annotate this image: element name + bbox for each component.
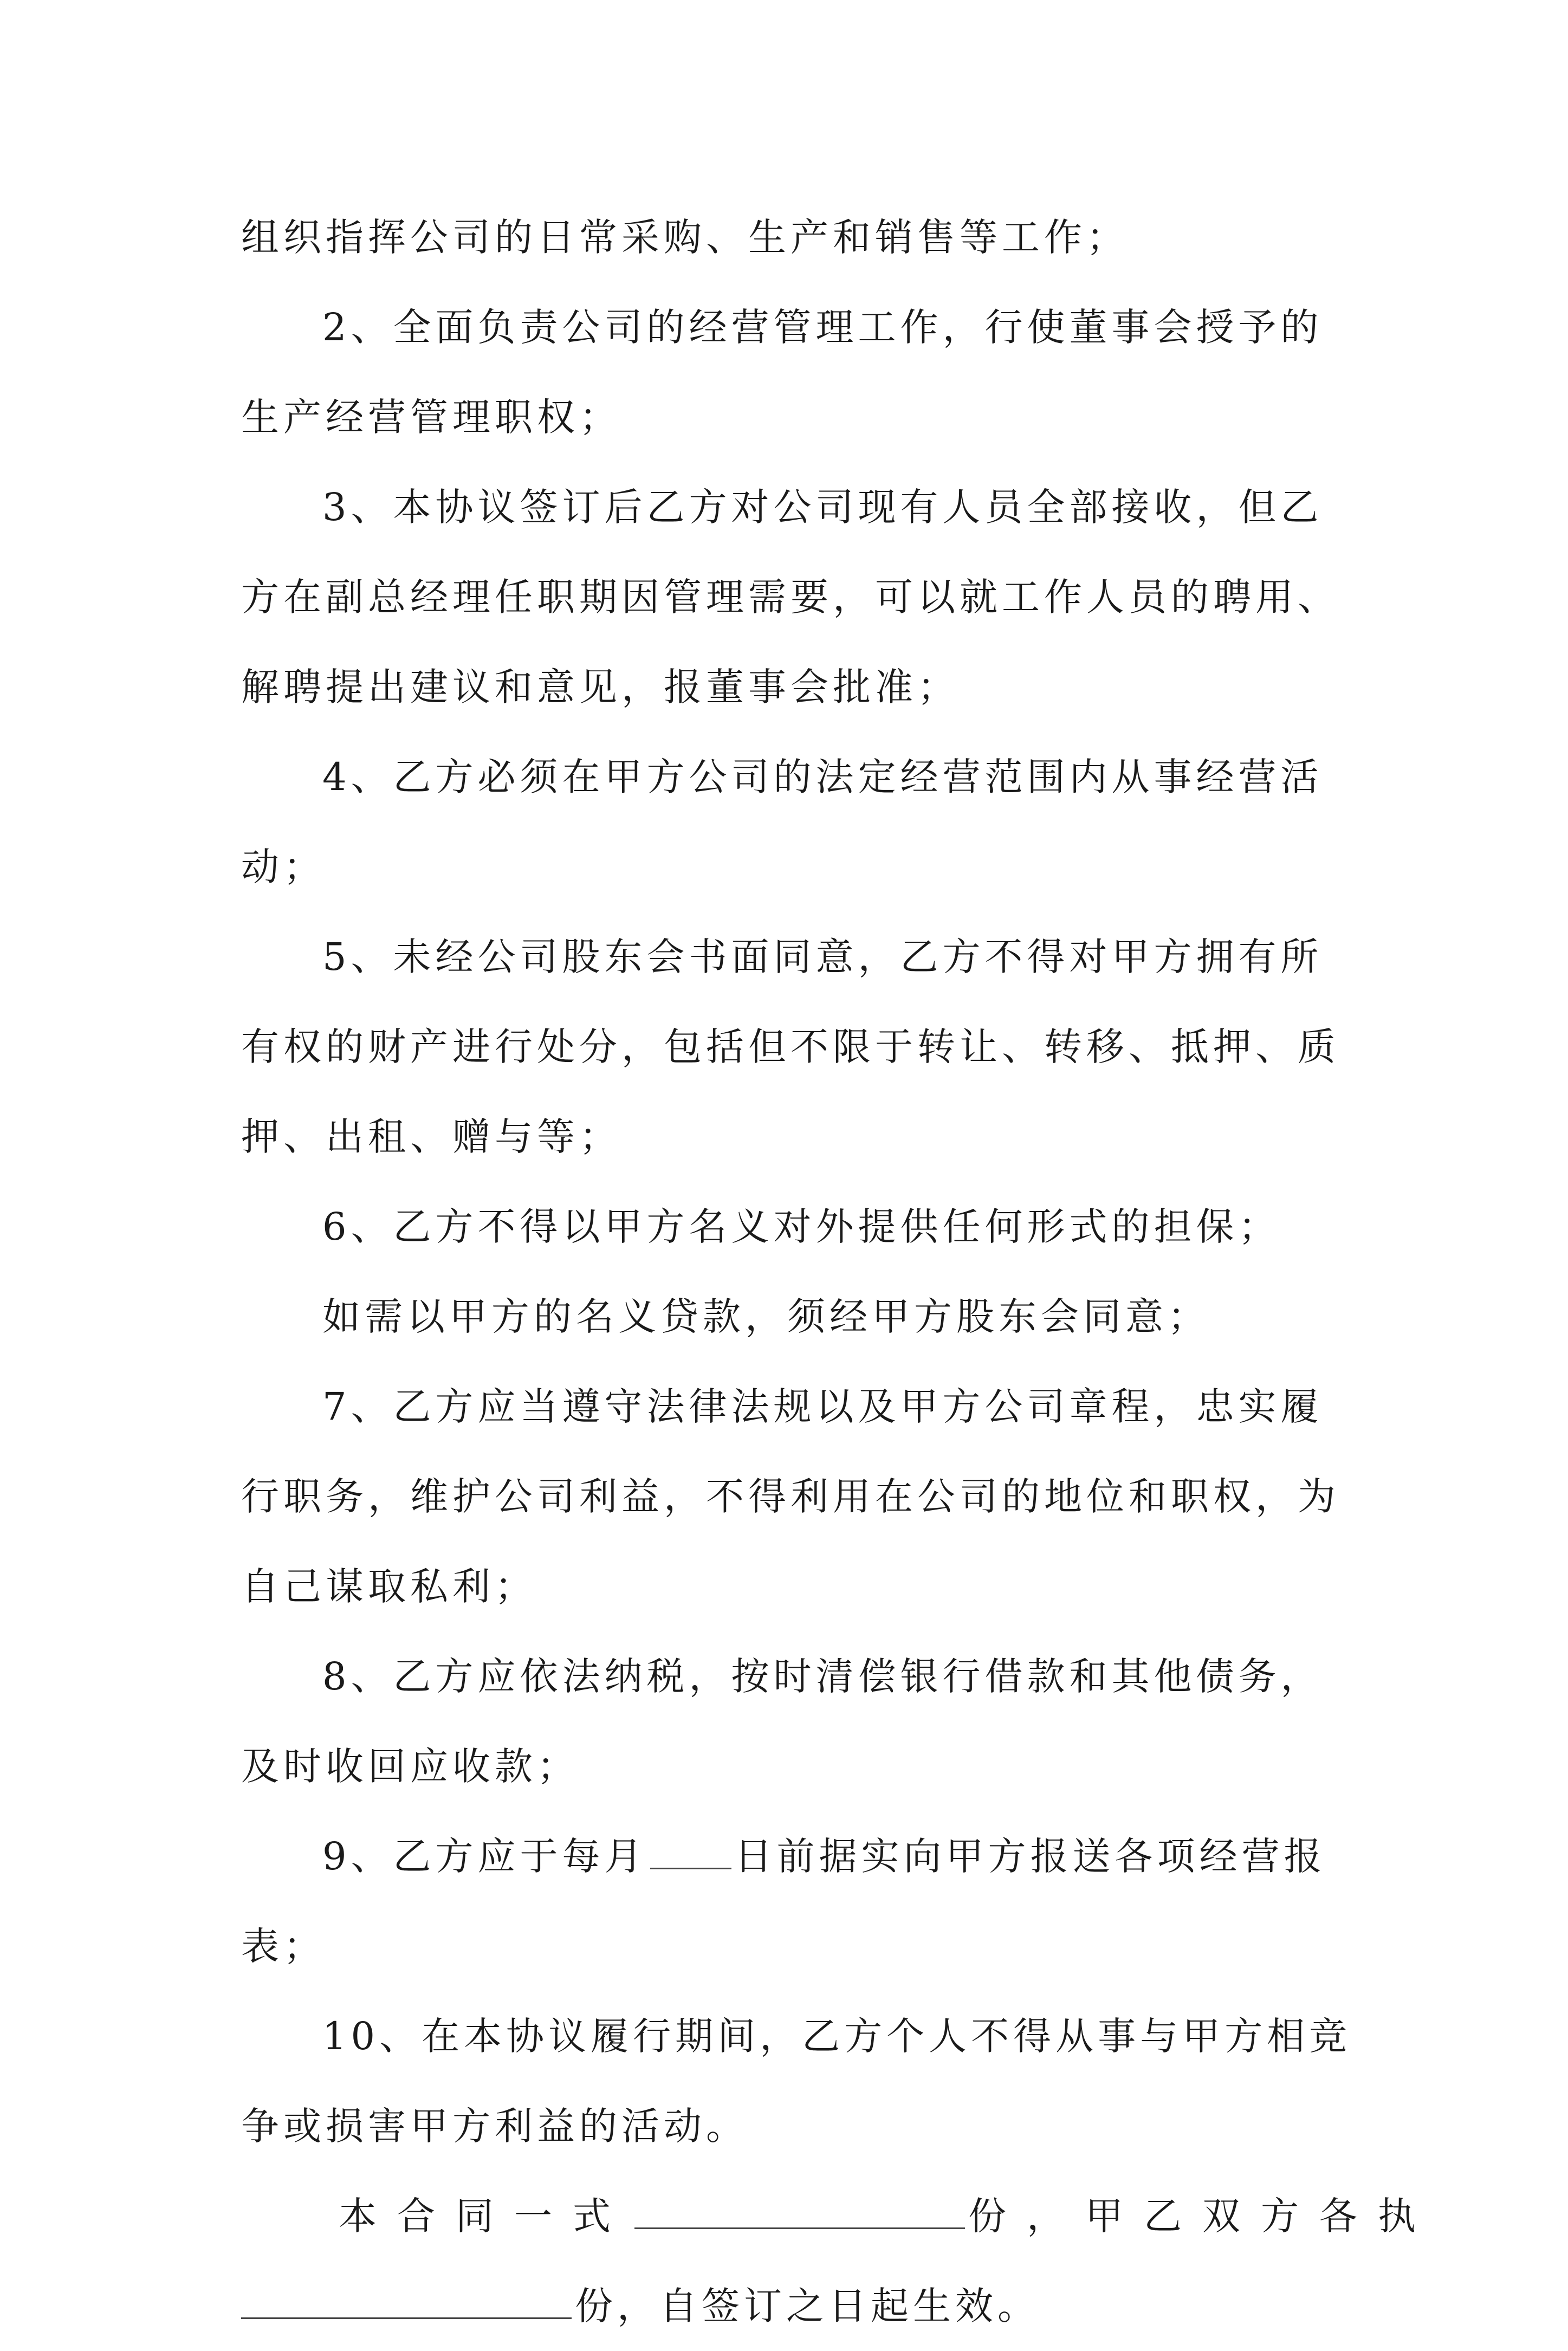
document-body <box>241 192 1436 2351</box>
line-text: 日前据实向甲方报送各项经营报 <box>734 1834 1326 1879</box>
line-text: 生产经营管理职权； <box>241 395 621 439</box>
line-text: 方在副总经理任职期因管理需要，可以就工作人员的聘用、 <box>241 575 1340 619</box>
text-line <box>241 1901 1341 1991</box>
line-text: 份，甲乙双方各执 <box>968 2194 1436 2238</box>
fill-in-blank-total-copies[interactable] <box>634 2194 965 2229</box>
fill-in-blank-day[interactable] <box>650 1834 731 1869</box>
clause-8 <box>241 1631 1341 1721</box>
copies-clause-continued <box>241 2261 1341 2351</box>
clause-2 <box>241 282 1341 372</box>
text-line <box>241 1542 1341 1631</box>
line-text: 4、乙方必须在甲方公司的法定经营范围内从事经营活 <box>322 755 1323 799</box>
clause-10 <box>241 1991 1352 2081</box>
line-text: 动； <box>241 845 326 889</box>
line-text: 2、全面负责公司的经营管理工作，行使董事会授予的 <box>322 305 1323 349</box>
text-line <box>241 1452 1341 1542</box>
line-text: 表； <box>241 1924 326 1968</box>
line-text: 5、未经公司股东会书面同意，乙方不得对甲方拥有所 <box>322 935 1323 979</box>
line-text: 10、在本协议履行期间，乙方个人不得从事与甲方相竞 <box>322 2014 1352 2058</box>
line-text: 9、乙方应于每月 <box>322 1834 647 1879</box>
clause-5 <box>241 912 1341 1002</box>
text-line <box>241 1721 1341 1811</box>
line-text: 8、乙方应依法纳税，按时清偿银行借款和其他债务， <box>322 1654 1323 1699</box>
line-text: 份，自签订之日起生效。 <box>575 2284 1040 2328</box>
clause-4 <box>241 732 1341 822</box>
text-line <box>241 192 1341 282</box>
line-text: 押、出租、赠与等； <box>241 1115 621 1159</box>
clause-6 <box>241 1182 1341 1272</box>
line-text: 争或损害甲方利益的活动。 <box>241 2104 748 2148</box>
line-text: 7、乙方应当遵守法律法规以及甲方公司章程，忠实履 <box>322 1384 1323 1429</box>
line-text: 6、乙方不得以甲方名义对外提供任何形式的担保； <box>322 1204 1281 1249</box>
text-line <box>241 1092 1341 1182</box>
text-line <box>241 552 1341 642</box>
line-text: 3、本协议签订后乙方对公司现有人员全部接收，但乙 <box>322 485 1323 529</box>
text-line <box>241 2081 1341 2171</box>
line-text: 有权的财产进行处分，包括但不限于转让、转移、抵押、质 <box>241 1025 1340 1069</box>
line-text: 自己谋取私利； <box>241 1564 537 1609</box>
line-text: 组织指挥公司的日常采购、生产和销售等工作； <box>241 215 1129 260</box>
clause-3 <box>241 462 1341 552</box>
clause-7 <box>241 1362 1341 1452</box>
text-line <box>241 1002 1341 1092</box>
line-text: 及时收回应收款； <box>241 1744 579 1789</box>
text-line <box>241 642 1341 732</box>
line-text: 如需以甲方的名义贷款，须经甲方股东会同意； <box>322 1294 1210 1339</box>
line-text: 解聘提出建议和意见，报董事会批准； <box>241 665 960 709</box>
clause-6-note <box>241 1272 1341 1362</box>
line-text: 本合同一式 <box>339 2194 631 2238</box>
text-line <box>241 372 1341 462</box>
fill-in-blank-each-copies[interactable] <box>241 2284 572 2319</box>
text-line <box>241 822 1341 912</box>
line-text: 行职务，维护公司利益，不得利用在公司的地位和职权，为 <box>241 1474 1340 1519</box>
clause-9 <box>241 1811 1341 1901</box>
copies-clause <box>241 2171 1436 2261</box>
